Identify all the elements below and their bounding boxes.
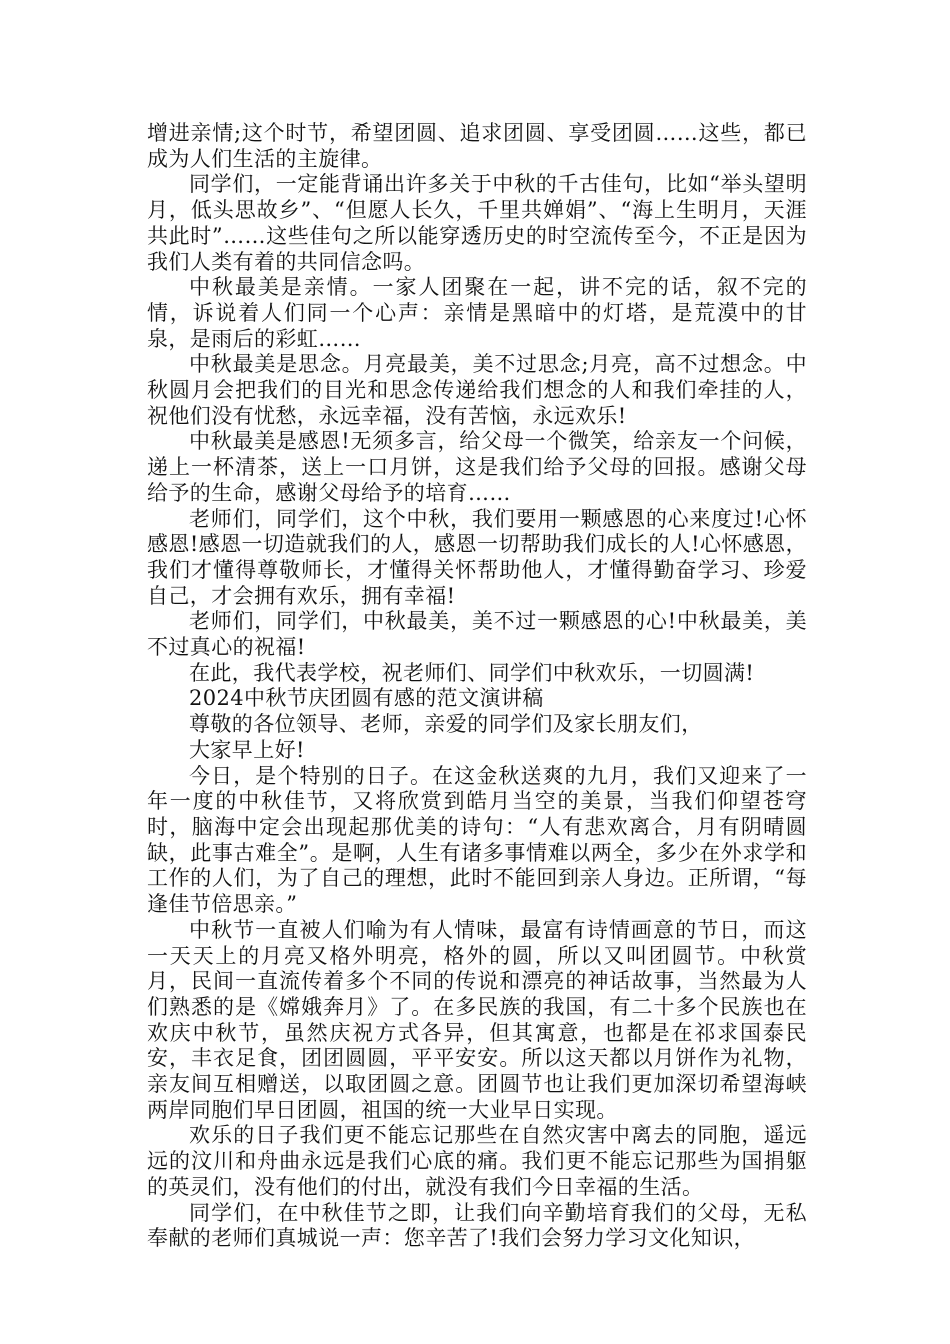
paragraph-14: 欢乐的日子我们更不能忘记那些在自然灾害中离去的同胞，遥远远的汶川和舟曲永远是我们心底的痛。我们更不能忘记那些为国捐躯的英灵们，没有他们的付出，就没有我们今日幸福的生活。 — [147, 1123, 807, 1199]
paragraph-3: 中秋最美是亲情。一家人团聚在一起，讲不完的话，叙不完的情，诉说着人们同一个心声：亲情是黑暗中的灯塔，是荒漠中的甘泉，是雨后的彩虹…… — [147, 275, 807, 351]
paragraph-5: 中秋最美是感恩!无须多言，给父母一个微笑，给亲友一个问候，递上一杯清茶，送上一口月饼，这是我们给予父母的回报。感谢父母给予的生命，感谢父母给予的培育…… — [147, 429, 807, 505]
salutation: 尊敬的各位领导、老师，亲爱的同学们及家长朋友们， — [189, 712, 703, 737]
paragraph-6: 老师们，同学们，这个中秋，我们要用一颗感恩的心来度过!心怀感恩!感恩一切造就我们的人，感恩一切帮助我们成长的人!心怀感恩，我们才懂得尊敬师长，才懂得关怀帮助他人，才懂得勤奋学习、珍爱自己，才会拥有欢乐，拥有幸福! — [147, 506, 807, 608]
speech-title: 2024中秋节庆团圆有感的范文演讲稿 — [189, 686, 544, 711]
paragraph-2: 同学们，一定能背诵出许多关于中秋的千古佳句，比如“举头望明月，低头思故乡”、“但愿人长久，千里共婵娟”、“海上生明月，天涯共此时”……这些佳句之所以能穿透历史的时空流传至今，不正是因为我们人类有着的共同信念吗。 — [147, 172, 807, 274]
paragraph-15: 同学们，在中秋佳节之即，让我们向辛勤培育我们的父母，无私奉献的老师们真城说一声：您辛苦了!我们会努力学习文化知识， — [147, 1200, 807, 1251]
paragraph-7: 老师们，同学们，中秋最美，美不过一颗感恩的心!中秋最美，美不过真心的祝福! — [147, 609, 807, 660]
paragraph-1: 增进亲情;这个时节，希望团圆、追求团圆、享受团圆……这些，都已成为人们生活的主旋律。 — [147, 121, 807, 171]
paragraph-12: 今日，是个特别的日子。在这金秋送爽的九月，我们又迎来了一年一度的中秋佳节，又将欣赏到皓月当空的美景，当我们仰望苍穹时，脑海中定会出现起那优美的诗句：“人有悲欢离合，月有阴晴圆缺，此事古难全”。是啊，人生有诸多事情难以两全，多少在外求学和工作的人们，为了自己的理想，此时不能回到亲人身边。正所谓，“每逢佳节倍思亲。” — [147, 763, 807, 917]
paragraph-13: 中秋节一直被人们喻为有人情味，最富有诗情画意的节日，而这一天天上的月亮又格外明亮，格外的圆，所以又叫团圆节。中秋赏月，民间一直流传着多个不同的传说和漂亮的神话故事，当然最为人们熟悉的是《嫦娥奔月》了。在多民族的我国，有二十多个民族也在欢庆中秋节，虽然庆祝方式各异，但其寓意，也都是在祁求国泰民安，丰衣足食，团团圆圆，平平安安。所以这天都以月饼作为礼物，亲友间互相赠送，以取团圆之意。团圆节也让我们更加深切希望海峡两岸同胞们早日团圆，祖国的统一大业早日实现。 — [147, 917, 807, 1122]
document-page — [147, 121, 807, 1252]
paragraph-4: 中秋最美是思念。月亮最美，美不过思念;月亮，高不过想念。中秋圆月会把我们的目光和思念传递给我们想念的人和我们牵挂的人，祝他们没有忧愁，永远幸福，没有苦恼，永远欢乐! — [147, 352, 807, 428]
paragraph-8: 在此，我代表学校，祝老师们、同学们中秋欢乐，一切圆满! — [189, 660, 755, 685]
greeting: 大家早上好! — [189, 737, 305, 762]
